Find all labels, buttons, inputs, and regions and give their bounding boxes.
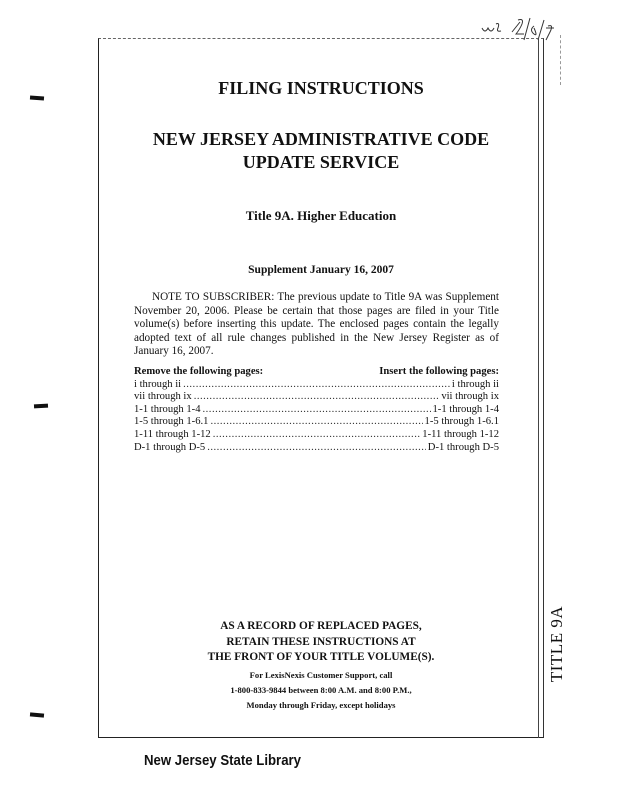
insert-pages: 1-5 through 1-6.1 <box>424 416 499 428</box>
title-tab-label: TITLE 9A <box>547 605 566 683</box>
scan-mark <box>34 404 48 409</box>
library-footer: New Jersey State Library <box>144 752 302 769</box>
customer-support <box>104 668 538 713</box>
supplement-date: Supplement January 16, 2007 <box>248 264 394 276</box>
dot-leader <box>194 391 440 404</box>
service-line-2: UPDATE SERVICE <box>242 152 400 172</box>
service-line-1: NEW JERSEY ADMINISTRATIVE CODE <box>152 129 490 149</box>
dot-leader <box>213 429 421 442</box>
remove-pages: vii through ix <box>134 391 192 403</box>
support-line-2: 1-800-833-9844 between 8:00 A.M. and 8:00 P.M., <box>230 685 412 695</box>
dot-leader <box>183 379 450 392</box>
insert-header: Insert the following pages: <box>379 366 499 377</box>
remove-pages: i through ii <box>134 378 182 390</box>
title-name: Title 9A. Higher Education <box>245 208 397 223</box>
table-header <box>134 366 499 379</box>
insert-pages: 1-1 through 1-4 <box>432 403 499 415</box>
table-row <box>134 442 499 455</box>
scan-mark <box>30 712 44 717</box>
page-title: FILING INSTRUCTIONS <box>218 78 424 98</box>
remove-header: Remove the following pages: <box>134 366 264 377</box>
table-row <box>134 416 499 429</box>
table-row <box>134 379 499 392</box>
page-replacement-table <box>134 366 499 454</box>
record-line-3: THE FRONT OF YOUR TITLE VOLUME(S). <box>207 651 435 663</box>
record-line-1: AS A RECORD OF REPLACED PAGES, <box>220 620 422 632</box>
table-row <box>134 429 499 442</box>
remove-pages: D-1 through D-5 <box>134 441 206 453</box>
support-line-1: For LexisNexis Customer Support, call <box>249 670 393 680</box>
insert-pages: i through ii <box>451 378 499 390</box>
title-tab <box>536 596 578 692</box>
support-line-3: Monday through Friday, except holidays <box>246 700 396 710</box>
table-row <box>134 404 499 417</box>
remove-pages: 1-5 through 1-6.1 <box>134 416 209 428</box>
dot-leader <box>210 416 422 429</box>
edge-dash <box>560 35 562 85</box>
record-instructions <box>104 619 538 666</box>
service-heading <box>104 128 538 174</box>
insert-pages: 1-11 through 1-12 <box>422 428 499 440</box>
record-line-2: RETAIN THESE INSTRUCTIONS AT <box>226 635 416 648</box>
dot-leader <box>203 404 431 417</box>
table-row <box>134 391 499 404</box>
remove-pages: 1-11 through 1-12 <box>134 428 211 440</box>
insert-pages: D-1 through D-5 <box>427 441 499 453</box>
dot-leader <box>207 442 426 455</box>
scan-mark <box>30 96 44 101</box>
remove-pages: 1-1 through 1-4 <box>134 403 201 415</box>
subscriber-note: NOTE TO SUBSCRIBER: The previous update to Title 9A was Supplement November 20, 2006. Please be certain that those pages are filed in your Title volume(s) before inserting this update. The enclosed pages contain the legally adopted text of all rule changes published in the New Jersey Register as of January 16, 2007. <box>134 291 499 358</box>
insert-pages: vii through ix <box>441 391 499 403</box>
